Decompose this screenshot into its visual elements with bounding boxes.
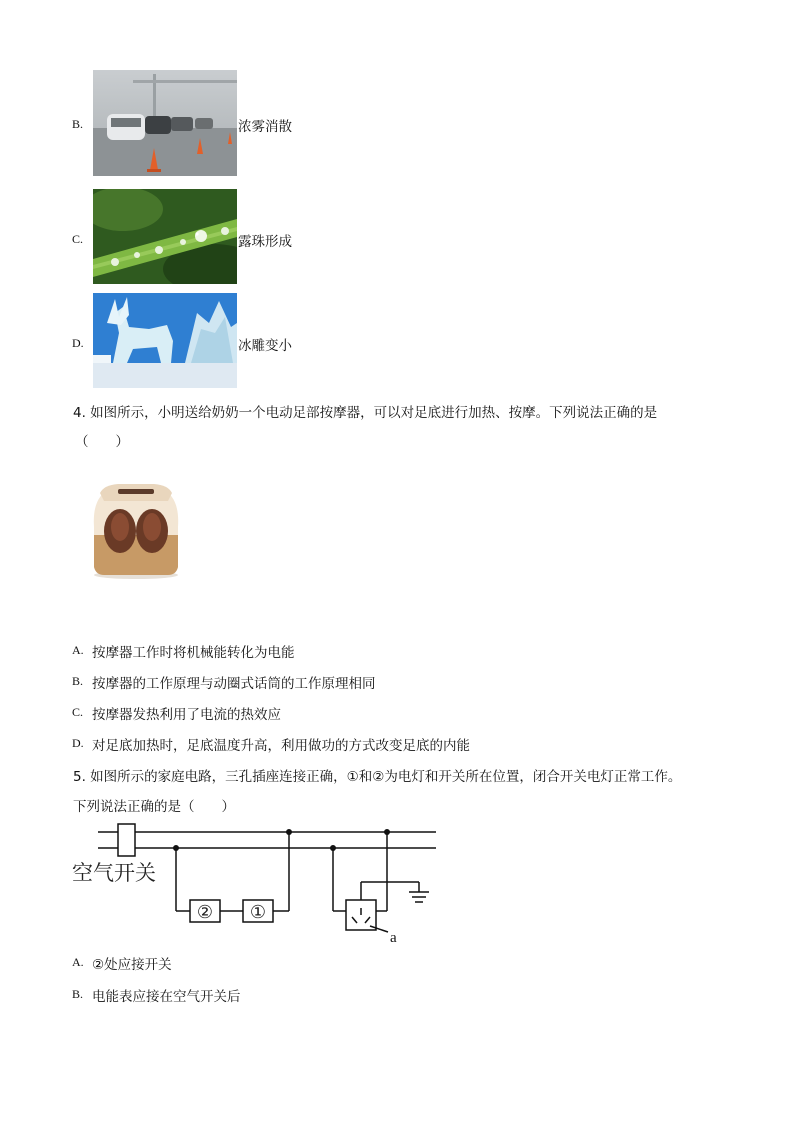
option-letter: B. bbox=[72, 117, 84, 131]
ice-sculpture-photo bbox=[93, 293, 237, 388]
junction-dot bbox=[173, 845, 179, 851]
point-a-label: a bbox=[390, 930, 397, 946]
foot-massager-photo bbox=[88, 475, 184, 581]
junction-dot bbox=[384, 829, 390, 835]
household-circuit-diagram bbox=[70, 820, 450, 950]
option-text: 电能表应接在空气开关后 bbox=[92, 989, 241, 1005]
answer-blank: （ ） bbox=[75, 434, 129, 450]
option-letter: C. bbox=[72, 232, 84, 246]
option-text: 冰雕变小 bbox=[238, 338, 292, 354]
dew-on-leaf-photo bbox=[93, 189, 237, 284]
junction-dot bbox=[330, 845, 336, 851]
option-text: 按摩器的工作原理与动圈式话筒的工作原理相同 bbox=[92, 676, 376, 692]
breaker-label: 空气开关 bbox=[72, 861, 156, 885]
option-letter: C. bbox=[72, 705, 84, 719]
position-2-label: ② bbox=[196, 902, 214, 923]
option-letter: B. bbox=[72, 674, 84, 688]
junction-dot bbox=[286, 829, 292, 835]
position-1-label: ① bbox=[249, 902, 267, 923]
option-text: 按摩器发热利用了电流的热效应 bbox=[92, 707, 281, 723]
option-letter: A. bbox=[72, 955, 84, 969]
question-stem-continued: 下列说法正确的是（ ） bbox=[73, 799, 235, 815]
option-text: 按摩器工作时将机械能转化为电能 bbox=[92, 645, 295, 661]
option-letter: D. bbox=[72, 336, 84, 350]
option-text: 对足底加热时，足底温度升高，利用做功的方式改变足底的内能 bbox=[92, 738, 470, 754]
fog-highway-photo bbox=[93, 70, 237, 176]
option-letter: B. bbox=[72, 987, 84, 1001]
option-text: 露珠形成 bbox=[238, 234, 292, 250]
question-stem: 4. 如图所示，小明送给奶奶一个电动足部按摩器，可以对足底进行加热、按摩。下列说法正确的是 bbox=[73, 405, 658, 421]
option-letter: A. bbox=[72, 643, 84, 657]
question-stem: 5. 如图所示的家庭电路，三孔插座连接正确，①和②为电灯和开关所在位置，闭合开关电灯正常工作。 bbox=[73, 769, 682, 785]
option-letter: D. bbox=[72, 736, 84, 750]
option-text: 浓雾消散 bbox=[238, 119, 292, 135]
option-text: ②处应接开关 bbox=[92, 957, 172, 973]
